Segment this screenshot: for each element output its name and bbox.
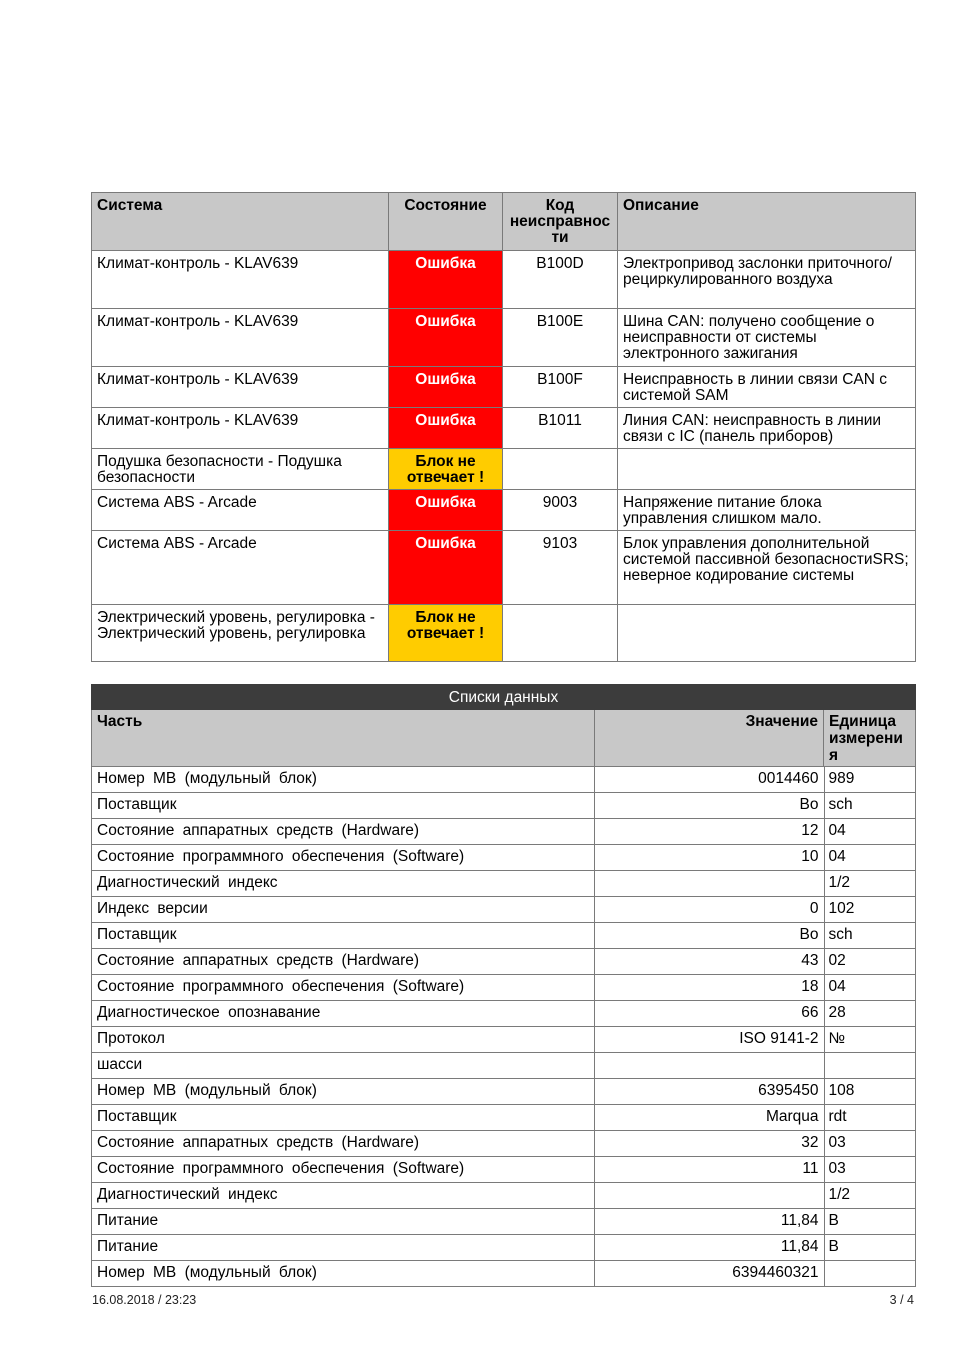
fault-row: [92, 490, 916, 531]
fault-state-badge: Ошибка: [389, 251, 503, 309]
data-value: ISO 9141-2: [595, 1027, 824, 1053]
data-unit: 28: [824, 1001, 916, 1027]
fault-system: Система ABS - Arcade: [92, 531, 389, 605]
fault-system: Подушка безопасности - Подушка безопасности: [92, 449, 389, 490]
fault-description: Блок управления дополнительной системой пассивной безопасностиSRS; неверное кодирование системы: [618, 531, 916, 605]
fault-description: Неисправность в линии связи CAN с системой SAM: [618, 367, 916, 408]
data-part: Состояние аппаратных средств (Hardware): [92, 949, 595, 975]
data-value: 0: [595, 897, 824, 923]
data-unit: 1/2: [824, 1183, 916, 1209]
column-header-state: Состояние: [389, 193, 503, 251]
fault-state-badge: Ошибка: [389, 408, 503, 449]
fault-description: Напряжение питание блока управления слишком мало.: [618, 490, 916, 531]
data-value: Bo: [595, 793, 824, 819]
data-unit: 102: [824, 897, 916, 923]
data-part: Питание: [92, 1209, 595, 1235]
data-value: 66: [595, 1001, 824, 1027]
data-row: [92, 1053, 916, 1079]
data-row: [92, 1157, 916, 1183]
data-value: 18: [595, 975, 824, 1001]
data-row: [92, 1027, 916, 1053]
data-unit: B: [824, 1209, 916, 1235]
data-part: Поставщик: [92, 793, 595, 819]
column-header-system: Система: [92, 193, 389, 251]
data-value: 10: [595, 845, 824, 871]
data-list-caption-row: [92, 685, 916, 710]
data-part: Состояние программного обеспечения (Software): [92, 1157, 595, 1183]
data-value: 32: [595, 1131, 824, 1157]
fault-code: B100F: [503, 367, 618, 408]
data-unit: 04: [824, 845, 916, 871]
data-unit: 02: [824, 949, 916, 975]
data-unit: [824, 1053, 916, 1079]
data-value: Bo: [595, 923, 824, 949]
column-header-unit: Единица измерени я: [824, 710, 916, 767]
fault-state-badge: Ошибка: [389, 531, 503, 605]
data-value: 11,84: [595, 1235, 824, 1261]
data-part: Питание: [92, 1235, 595, 1261]
data-unit: sch: [824, 923, 916, 949]
column-header-code: Код неисправнос ти: [503, 193, 618, 251]
fault-row: [92, 251, 916, 309]
fault-state-badge: Ошибка: [389, 490, 503, 531]
data-value: Marqua: [595, 1105, 824, 1131]
data-part: Диагностический индекс: [92, 871, 595, 897]
fault-row: [92, 408, 916, 449]
fault-state-badge: Блок не отвечает !: [389, 449, 503, 490]
data-unit: 04: [824, 975, 916, 1001]
fault-description: Электропривод заслонки приточного/рециркулированного воздуха: [618, 251, 916, 309]
data-part: Состояние программного обеспечения (Software): [92, 845, 595, 871]
fault-description: Линия CAN: неисправность в линии связи с IC (панель приборов): [618, 408, 916, 449]
data-list-table: [91, 684, 916, 1287]
data-value: 43: [595, 949, 824, 975]
print-timestamp: 16.08.2018 / 23:23: [92, 1293, 197, 1307]
data-value: 11,84: [595, 1209, 824, 1235]
data-part: шасси: [92, 1053, 595, 1079]
data-row: [92, 819, 916, 845]
data-part: Диагностическое опознавание: [92, 1001, 595, 1027]
data-value: [595, 1053, 824, 1079]
data-part: Поставщик: [92, 1105, 595, 1131]
data-unit: 108: [824, 1079, 916, 1105]
data-part: Индекс версии: [92, 897, 595, 923]
data-unit: B: [824, 1235, 916, 1261]
data-unit: 04: [824, 819, 916, 845]
data-row: [92, 767, 916, 793]
fault-state-badge: Блок не отвечает !: [389, 605, 503, 662]
data-unit: [824, 1261, 916, 1287]
fault-system: Система ABS - Arcade: [92, 490, 389, 531]
data-unit: rdt: [824, 1105, 916, 1131]
fault-system: Климат-контроль - KLAV639: [92, 251, 389, 309]
data-value: [595, 1183, 824, 1209]
data-part: Состояние программного обеспечения (Software): [92, 975, 595, 1001]
data-value: [595, 871, 824, 897]
fault-table-header: [92, 193, 916, 251]
data-unit: 03: [824, 1157, 916, 1183]
data-row: [92, 923, 916, 949]
fault-system: Климат-контроль - KLAV639: [92, 408, 389, 449]
fault-system: Электрический уровень, регулировка - Электрический уровень, регулировка: [92, 605, 389, 662]
fault-code: 9103: [503, 531, 618, 605]
data-part: Поставщик: [92, 923, 595, 949]
data-part: Номер MB (модульный блок): [92, 767, 595, 793]
fault-code: B100D: [503, 251, 618, 309]
fault-table: [91, 192, 916, 662]
data-row: [92, 1235, 916, 1261]
column-header-value: Значение: [595, 710, 824, 767]
data-row: [92, 897, 916, 923]
fault-system: Климат-контроль - KLAV639: [92, 367, 389, 408]
data-part: Номер MB (модульный блок): [92, 1079, 595, 1105]
data-row: [92, 1261, 916, 1287]
data-value: 0014460: [595, 767, 824, 793]
data-unit: 989: [824, 767, 916, 793]
data-unit: 1/2: [824, 871, 916, 897]
fault-code: [503, 449, 618, 490]
fault-code: B1011: [503, 408, 618, 449]
fault-row: [92, 367, 916, 408]
page-number: 3 / 4: [889, 1293, 914, 1307]
data-list-header: [92, 710, 916, 767]
data-value: 11: [595, 1157, 824, 1183]
fault-code: B100E: [503, 309, 618, 367]
data-unit: №: [824, 1027, 916, 1053]
fault-row: [92, 605, 916, 662]
fault-description: [618, 605, 916, 662]
data-part: Номер MB (модульный блок): [92, 1261, 595, 1287]
fault-code: [503, 605, 618, 662]
data-row: [92, 1105, 916, 1131]
data-row: [92, 1131, 916, 1157]
fault-description: [618, 449, 916, 490]
data-row: [92, 975, 916, 1001]
data-row: [92, 845, 916, 871]
fault-row: [92, 309, 916, 367]
data-row: [92, 1209, 916, 1235]
data-row: [92, 1079, 916, 1105]
data-unit: sch: [824, 793, 916, 819]
fault-row: [92, 449, 916, 490]
data-value: 12: [595, 819, 824, 845]
data-row: [92, 793, 916, 819]
fault-state-badge: Ошибка: [389, 367, 503, 408]
data-value: 6394460321: [595, 1261, 824, 1287]
data-value: 6395450: [595, 1079, 824, 1105]
fault-description: Шина CAN: получено сообщение о неисправности от системы электронного зажигания: [618, 309, 916, 367]
data-part: Диагностический индекс: [92, 1183, 595, 1209]
data-row: [92, 949, 916, 975]
data-list-title: Списки данных: [92, 685, 916, 710]
data-unit: 03: [824, 1131, 916, 1157]
column-header-description: Описание: [618, 193, 916, 251]
data-part: Состояние аппаратных средств (Hardware): [92, 1131, 595, 1157]
fault-state-badge: Ошибка: [389, 309, 503, 367]
data-row: [92, 1183, 916, 1209]
data-part: Протокол: [92, 1027, 595, 1053]
fault-system: Климат-контроль - KLAV639: [92, 309, 389, 367]
data-row: [92, 1001, 916, 1027]
data-part: Состояние аппаратных средств (Hardware): [92, 819, 595, 845]
column-header-part: Часть: [92, 710, 595, 767]
data-row: [92, 871, 916, 897]
fault-row: [92, 531, 916, 605]
fault-code: 9003: [503, 490, 618, 531]
